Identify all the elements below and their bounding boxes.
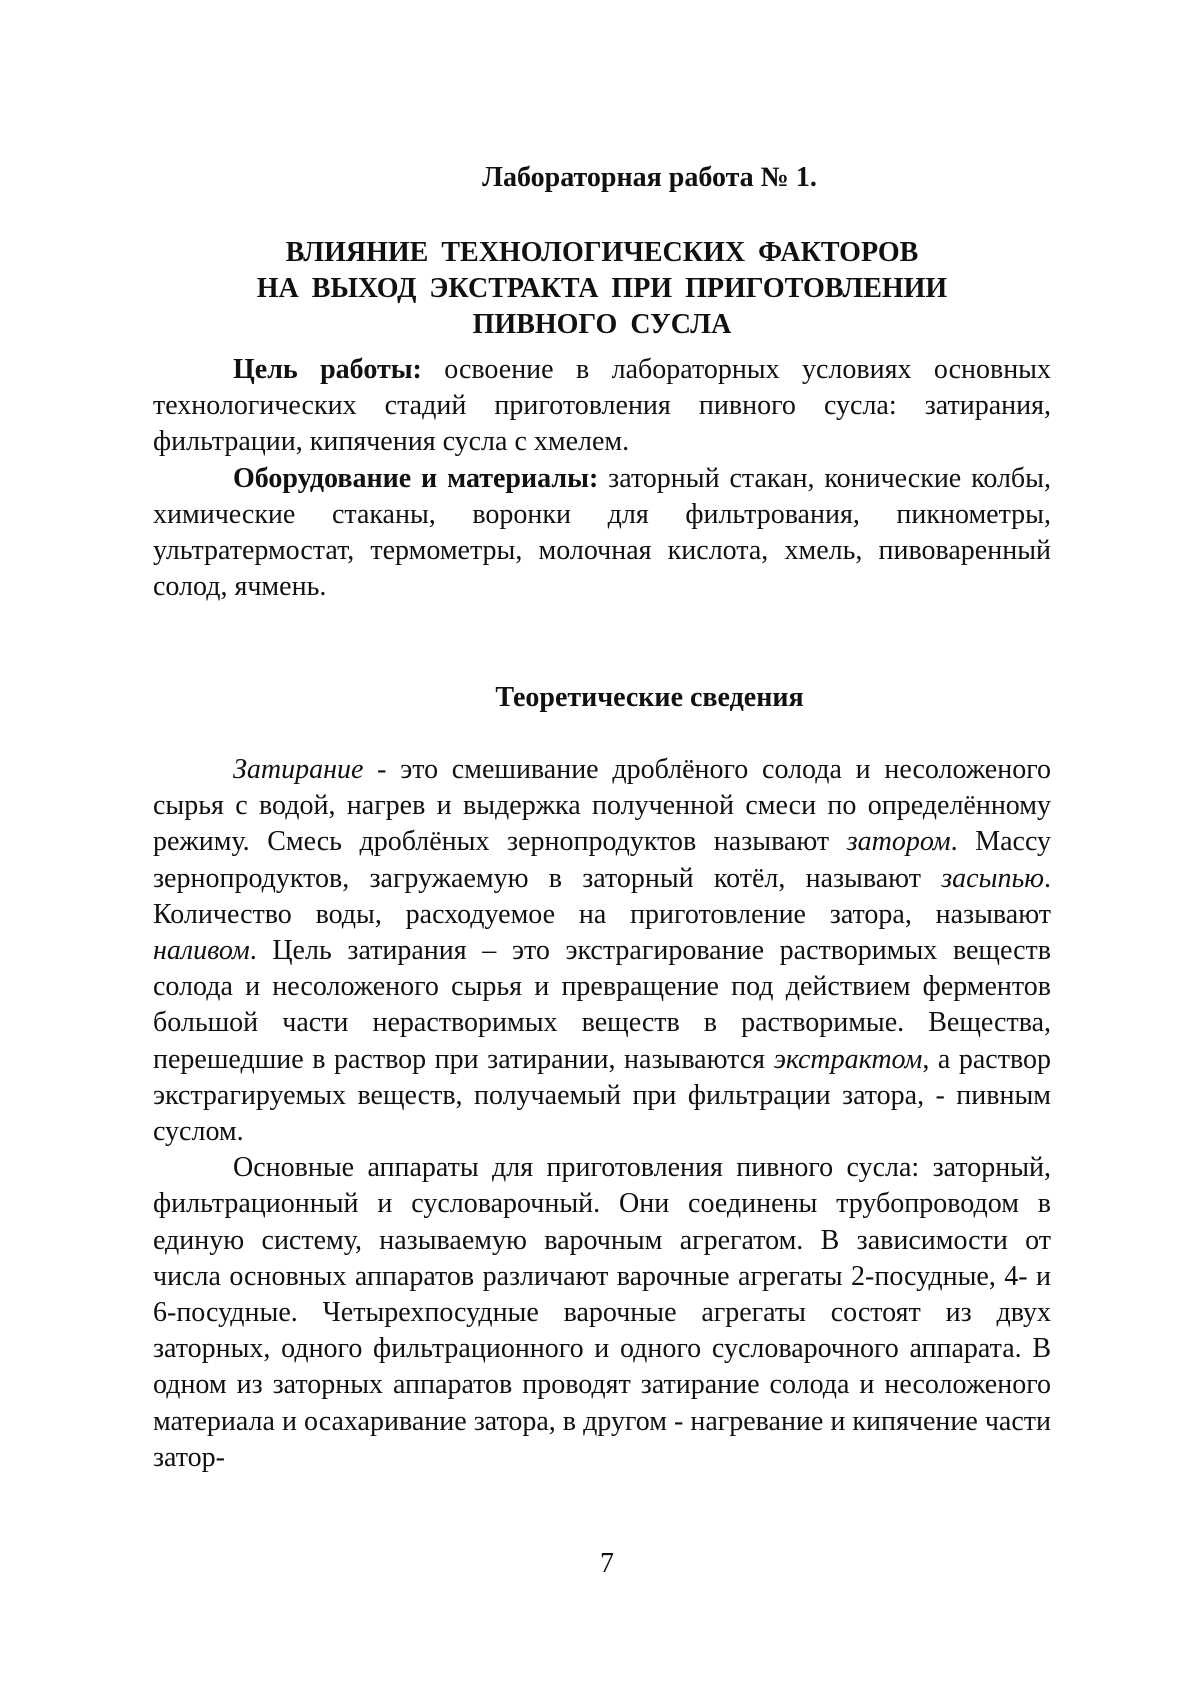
term-mashing: Затирание xyxy=(233,754,364,785)
theory-text-segment: , а раствор экстрагируемых веществ, получаемый при фильтрации затора, - пивным суслом. xyxy=(153,1043,1051,1148)
section-title: Теоретические сведения xyxy=(495,682,804,713)
term-extract: экстрактом xyxy=(773,1043,923,1075)
equipment-paragraph xyxy=(153,461,1051,606)
term-grist: засыпью xyxy=(941,862,1044,894)
theory-text-segment: . Цель затирания – это экстрагирование растворимых веществ солода и несоложеного сырья и превращение под действием ферментов большой части нерастворимых веществ в растворимые. Вещества, перешедшие в раствор при затирании, называются xyxy=(153,935,1051,1075)
intro-block xyxy=(153,352,1051,605)
equipment-text: заторный стакан, конические колбы, химические стаканы, воронки для фильтрования, пикнометры, ультратермостат, термометры, молочная кислота, хмель, пивоваренный солод, ячмень. xyxy=(153,462,1051,603)
goal-paragraph xyxy=(153,352,1051,461)
main-title xyxy=(153,235,1051,343)
page-number: 7 xyxy=(600,1548,614,1579)
theory-text-segment: . Количество воды, расходуемое на приготовление затора, называют xyxy=(153,862,1051,930)
term-mash: затором xyxy=(846,826,951,858)
theory-paragraph-1 xyxy=(153,752,1051,1150)
theory-block xyxy=(153,752,1051,1476)
main-title-line-3: ПИВНОГО СУСЛА xyxy=(472,309,732,340)
goal-label: Цель работы: xyxy=(233,354,422,385)
theory-paragraph-2: Основные аппараты для приготовления пивного сусла: заторный, фильтрационный и сусловарочный. Они соединены трубопроводом в единую систему, называемую варочным агрегатом. В зависимости от числа основных аппаратов различают варочные агрегаты 2-посудные, 4- и 6-посудные. Четырехпосудные варочные агрегаты состоят из двух заторных, одного фильтрационного и одного сусловарочного аппарата. В одном из заторных аппаратов проводят затирание солода и несоложеного материала и осахаривание затора, в другом - нагревание и кипячение части затор- xyxy=(153,1152,1051,1473)
document-page xyxy=(153,0,1051,1702)
theory-text-segment: . Массу зернопродуктов, загружаемую в заторный котёл, называют xyxy=(153,826,1051,894)
lab-work-title: Лабораторная работа № 1. xyxy=(482,162,817,193)
goal-text: освоение в лабораторных условиях основных технологических стадий приготовления пивного сусла: затирания, фильтрации, кипячения сусла с хмелем. xyxy=(153,354,1051,458)
term-liquor: наливом xyxy=(153,935,250,967)
main-title-line-1: ВЛИЯНИЕ ТЕХНОЛОГИЧЕСКИХ ФАКТОРОВ xyxy=(285,237,919,268)
equipment-label: Оборудование и материалы: xyxy=(233,462,599,494)
main-title-line-2: НА ВЫХОД ЭКСТРАКТА ПРИ ПРИГОТОВЛЕНИИ xyxy=(256,273,948,304)
theory-text-segment: - это смешивание дроблёного солода и несоложеного сырья с водой, нагрев и выдержка полученной смеси по определённому режиму. Смесь дроблёных зернопродуктов называют xyxy=(153,754,1051,858)
